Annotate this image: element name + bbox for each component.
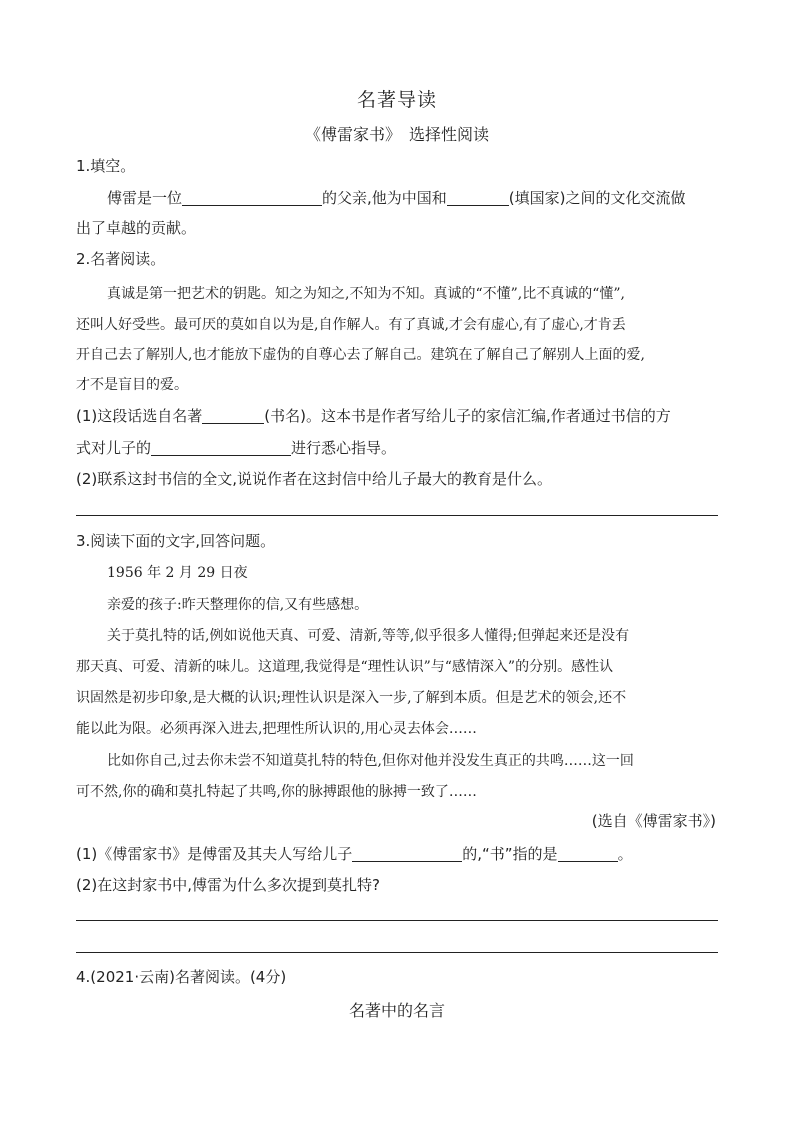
q3-letter-line: 关于莫扎特的话,例如说他天真、可爱、清新,等等,似乎很多人懂得;但弹起来还是没有	[107, 628, 630, 644]
q3-letter-line: 比如你自己,过去你未尝不知道莫扎特的特色,但你对他并没发生真正的共鸣……这一回	[107, 753, 634, 769]
section-subtitle: 《傅雷家书》 选择性阅读	[304, 125, 489, 144]
q3-sub1-text-b: 的,“书”指的是	[462, 845, 558, 863]
q2-passage-line: 还叫人好受些。最可厌的莫如自以为是,自作解人。有了真诚,才会有虚心,有了虚心,才肯丢	[76, 317, 626, 333]
q3-sub1-text-c: 。	[617, 845, 633, 863]
q3-answer-line-1[interactable]	[76, 920, 718, 921]
q1-text-c: (填国家)之间的文化交流做	[508, 189, 686, 207]
q3-letter-date: 1956 年 2 月 29 日夜	[107, 565, 248, 581]
q2-sub1-line-2	[76, 437, 396, 458]
page-title: 名著导读	[356, 89, 437, 111]
q4-heading: 4.(2021·云南)名著阅读。(4分)	[76, 968, 287, 986]
q2-sub1-text-c: 式对儿子的	[76, 439, 152, 457]
q3-sub1-text-a: (1)《傅雷家书》是傅雷及其夫人写给儿子	[76, 845, 353, 863]
q3-letter-greeting: 亲爱的孩子:昨天整理你的信,又有些感想。	[107, 597, 369, 613]
q2-sub1-text-a: (1)这段话选自名著	[76, 407, 203, 425]
q2-answer-line[interactable]	[76, 515, 718, 516]
q3-answer-line-2[interactable]	[76, 952, 718, 953]
q2-passage-line: 才不是盲目的爱。	[76, 377, 188, 393]
q3-letter-line: 那天真、可爱、清新的味儿。这道理,我觉得是“理性认识”与“感情深入”的分别。感性认	[76, 659, 614, 675]
q3-letter-line: 识固然是初步印象,是大概的认识;理性认识是深入一步,了解到本质。但是艺术的领会,还不	[76, 690, 627, 706]
q2-passage-line: 真诚是第一把艺术的钥匙。知之为知之,不知为不知。真诚的“不懂”,比不真诚的“懂”,	[107, 286, 625, 302]
q3-sub1	[76, 843, 633, 864]
q2-sub1-text-b: (书名)。这本书是作者写给儿子的家信汇编,作者通过书信的方	[264, 407, 671, 425]
q1-text-b: 的父亲,他为中国和	[322, 189, 447, 207]
q2-sub1-line-1	[76, 405, 671, 426]
q3-sub2: (2)在这封家书中,傅雷为什么多次提到莫扎特?	[76, 876, 380, 894]
q4-subtitle: 名著中的名言	[348, 1001, 445, 1020]
q1-blank-2[interactable]	[447, 190, 509, 206]
q2-passage-line: 开自己去了解别人,也才能放下虚伪的自尊心去了解自己。建筑在了解自己了解别人上面的爱,	[76, 347, 645, 363]
q1-line-2: 出了卓越的贡献。	[76, 219, 197, 237]
q1-blank-1[interactable]	[182, 190, 322, 206]
q3-heading: 3.阅读下面的文字,回答问题。	[76, 532, 276, 550]
q1-text-a: 傅雷是一位	[107, 189, 183, 207]
q3-letter-line: 能以此为限。必须再深入进去,把理性所认识的,用心灵去体会……	[76, 721, 477, 737]
q1-heading: 1.填空。	[76, 157, 136, 175]
q2-sub1-text-d: 进行悉心指导。	[291, 439, 397, 457]
q3-blank-2[interactable]	[558, 846, 618, 862]
q2-sub2: (2)联系这封书信的全文,说说作者在这封信中给儿子最大的教育是什么。	[76, 470, 553, 488]
q2-blank-guidance[interactable]	[151, 440, 291, 456]
q2-heading: 2.名著阅读。	[76, 250, 166, 268]
q3-letter-line: 可不然,你的确和莫扎特起了共鸣,你的脉搏跟他的脉搏一致了……	[76, 784, 477, 800]
q2-blank-book[interactable]	[202, 408, 264, 424]
q1-line-1	[107, 187, 686, 208]
q3-source: (选自《傅雷家书》)	[591, 812, 716, 830]
q3-blank-1[interactable]	[352, 846, 462, 862]
